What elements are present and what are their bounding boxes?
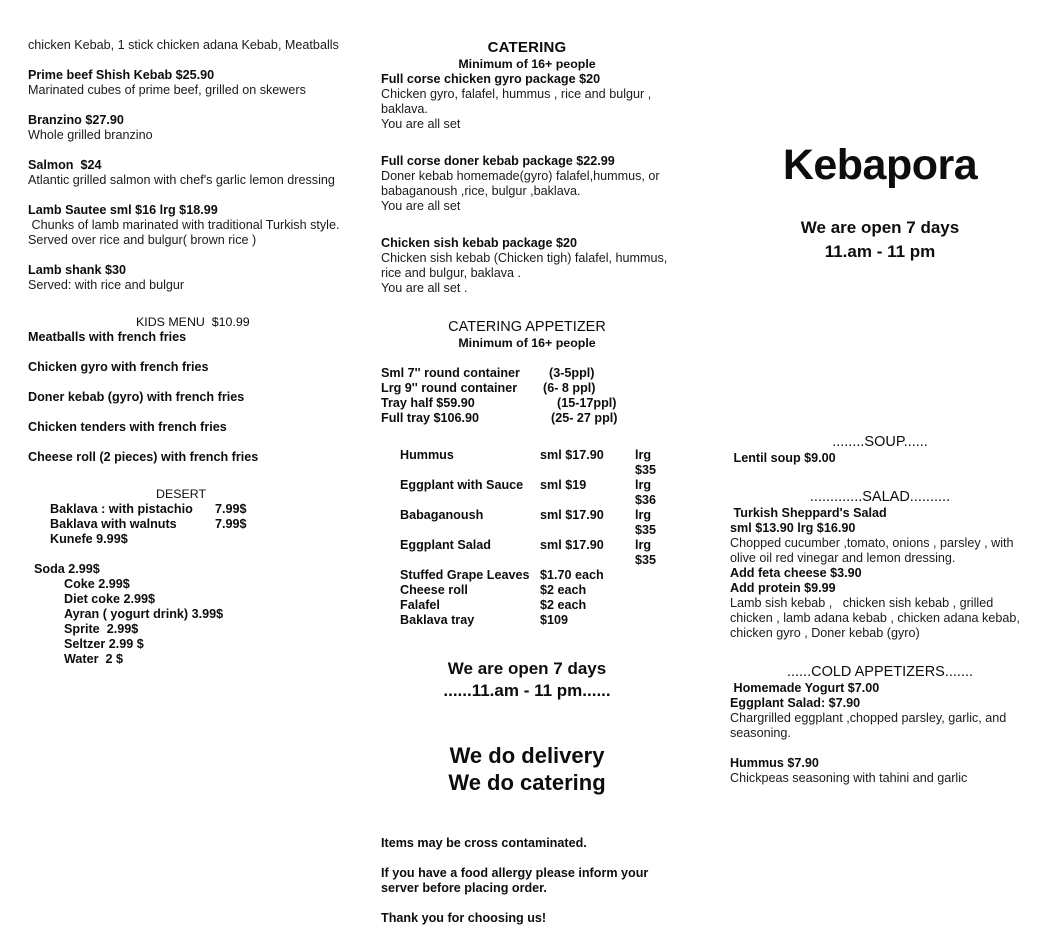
middle-column xyxy=(381,39,673,926)
appetizer-row xyxy=(400,538,673,568)
kids-menu-item: Chicken gyro with french fries xyxy=(28,360,209,374)
appetizer-row xyxy=(400,613,673,628)
entree-desc: Chunks of lamb marinated with traditional Turkish style. Served over rice and bulgur( brown rice ) xyxy=(28,218,343,247)
appetizer-sml: sml $19 xyxy=(540,478,587,492)
catering-callout: We do catering xyxy=(448,770,606,795)
desert-price: 7.99$ xyxy=(215,502,247,516)
appetizer-lrg: lrg $35 xyxy=(635,448,657,477)
drink-item: Sprite 2.99$ xyxy=(64,622,139,636)
package-note: You are all set xyxy=(381,199,461,213)
appetizer-sml: sml $17.90 xyxy=(540,448,604,462)
catering-minimum: Minimum of 16+ people xyxy=(458,57,596,71)
appetizer-sml: $2 each xyxy=(540,583,587,597)
brand-hours-line-2: 11.am - 11 pm xyxy=(824,242,936,261)
entree-name: Branzino $27.90 xyxy=(28,113,124,127)
hours-line-2: ......11.am - 11 pm...... xyxy=(443,681,611,700)
catering-appetizer-minimum: Minimum of 16+ people xyxy=(458,336,596,350)
brand-block xyxy=(730,140,1030,264)
catering-package xyxy=(381,154,673,214)
tray-ppl: (6- 8 ppl) xyxy=(543,381,596,395)
kids-menu-heading: KIDS MENU $10.99 xyxy=(136,315,250,329)
entree-name: Lamb Sautee sml $16 lrg $18.99 xyxy=(28,203,218,217)
continued-entree-line: chicken Kebab, 1 stick chicken adana Kebab, Meatballs xyxy=(28,38,339,52)
salad-name: Turkish Sheppard's Salad xyxy=(730,506,887,520)
hours-line-1: We are open 7 days xyxy=(447,659,607,678)
tray-row xyxy=(381,381,673,396)
tray-row xyxy=(381,411,673,426)
cold-appetizer-desc: Chargrilled eggplant ,chopped parsley, garlic, and seasoning. xyxy=(730,711,1010,740)
catering-heading: CATERING xyxy=(487,39,567,56)
entree-name: Salmon $24 xyxy=(28,158,102,172)
appetizer-name: Eggplant Salad xyxy=(400,538,491,552)
appetizer-name: Cheese roll xyxy=(400,583,468,597)
appetizer-name: Babaganoush xyxy=(400,508,484,522)
tray-row xyxy=(381,366,673,381)
desert-heading: DESERT xyxy=(156,487,207,501)
tray-label: Full tray $106.90 xyxy=(381,411,480,425)
appetizer-row xyxy=(400,583,673,598)
right-column xyxy=(730,433,1030,786)
appetizer-row xyxy=(400,568,673,583)
entree-item xyxy=(28,158,358,188)
cold-appetizer-item xyxy=(730,756,1030,786)
appetizer-sml: sml $17.90 xyxy=(540,508,604,522)
package-name: Chicken sish kebab package $20 xyxy=(381,236,578,250)
entree-item xyxy=(28,113,358,143)
salad-add-feta: Add feta cheese $3.90 xyxy=(730,566,862,580)
entree-desc: Whole grilled branzino xyxy=(28,128,153,142)
desert-name: Kunefe 9.99$ xyxy=(50,532,128,546)
delivery-callout: We do delivery xyxy=(449,743,605,768)
entree-name: Lamb shank $30 xyxy=(28,263,126,277)
drink-item: Seltzer 2.99 $ xyxy=(64,637,144,651)
package-name: Full corse doner kebab package $22.99 xyxy=(381,154,615,168)
desert-price xyxy=(215,532,358,547)
appetizer-name: Baklava tray xyxy=(400,613,475,627)
appetizer-lrg xyxy=(635,598,673,613)
appetizer-name: Eggplant with Sauce xyxy=(400,478,524,492)
drink-item: Ayran ( yogurt drink) 3.99$ xyxy=(64,607,224,621)
entree-desc: Atlantic grilled salmon with chef's garlic lemon dressing xyxy=(28,173,335,187)
cold-appetizer-name: Hummus $7.90 xyxy=(730,756,819,770)
cold-appetizers-heading: ......COLD APPETIZERS....... xyxy=(786,664,974,680)
appetizer-sml: sml $17.90 xyxy=(540,538,604,552)
salad-protein-options: Lamb sish kebab , chicken sish kebab , grilled chicken , lamb adana kebab , chicken adana kebab, chicken gyro , Doner kebab (gyro) xyxy=(730,596,1024,640)
appetizer-lrg: lrg $35 xyxy=(635,538,657,567)
cold-appetizer-item xyxy=(730,681,1030,696)
tray-ppl: (15-17ppl) xyxy=(557,396,617,410)
desert-row xyxy=(28,502,358,517)
package-desc: Doner kebab homemade(gyro) falafel,hummus, or babaganoush ,rice, bulgur ,baklava. xyxy=(381,169,664,198)
entree-name: Prime beef Shish Kebab $25.90 xyxy=(28,68,215,82)
kids-menu-item: Cheese roll (2 pieces) with french fries xyxy=(28,450,259,464)
tray-ppl: (3-5ppl) xyxy=(549,366,595,380)
tray-label: Lrg 9'' round container xyxy=(381,381,518,395)
entree-item xyxy=(28,203,358,248)
entree-item xyxy=(28,68,358,98)
desert-name: Baklava with walnuts xyxy=(50,517,177,531)
soup-item: Lentil soup $9.00 xyxy=(730,451,836,465)
desert-row xyxy=(28,532,358,547)
appetizer-row xyxy=(400,508,673,538)
tray-row xyxy=(381,396,673,411)
package-note: You are all set . xyxy=(381,281,468,295)
cold-appetizer-desc: Chickpeas seasoning with tahini and garlic xyxy=(730,771,968,785)
drink-item: Water 2 $ xyxy=(64,652,124,666)
appetizer-row xyxy=(400,448,673,478)
cold-appetizer-name: Homemade Yogurt $7.00 xyxy=(730,681,880,695)
entree-desc: Marinated cubes of prime beef, grilled on skewers xyxy=(28,83,306,97)
tray-label: Tray half $59.90 xyxy=(381,396,475,410)
appetizer-row xyxy=(400,598,673,613)
appetizer-price-table xyxy=(381,448,673,628)
notice-cross-contamination: Items may be cross contaminated. xyxy=(381,836,587,850)
brand-hours-line-1: We are open 7 days xyxy=(800,218,960,237)
kids-menu-item: Doner kebab (gyro) with french fries xyxy=(28,390,245,404)
notice-allergy: If you have a food allergy please inform your server before placing order. xyxy=(381,866,652,895)
appetizer-sml: $2 each xyxy=(540,598,587,612)
catering-package xyxy=(381,72,673,132)
appetizer-lrg xyxy=(635,583,673,598)
package-desc: Chicken gyro, falafel, hummus , rice and bulgur , baklava. xyxy=(381,87,655,116)
desert-price: 7.99$ xyxy=(215,517,247,531)
appetizer-name: Falafel xyxy=(400,598,440,612)
appetizer-name: Hummus xyxy=(400,448,454,462)
entree-item xyxy=(28,263,358,293)
left-column xyxy=(28,38,358,667)
appetizer-lrg: lrg $36 xyxy=(635,478,657,507)
kids-menu-item: Chicken tenders with french fries xyxy=(28,420,227,434)
tray-label: Sml 7'' round container xyxy=(381,366,520,380)
cold-appetizer-item xyxy=(730,696,1030,741)
appetizer-lrg: lrg $35 xyxy=(635,508,657,537)
appetizer-lrg xyxy=(635,613,673,628)
salad-heading: .............SALAD.......... xyxy=(809,489,951,505)
salad-price: sml $13.90 lrg $16.90 xyxy=(730,521,856,535)
package-desc: Chicken sish kebab (Chicken tigh) falafel, hummus, rice and bulgur, baklava . xyxy=(381,251,671,280)
cold-appetizer-name: Eggplant Salad: $7.90 xyxy=(730,696,861,710)
soup-heading: ........SOUP...... xyxy=(832,434,928,450)
package-note: You are all set xyxy=(381,117,461,131)
appetizer-lrg xyxy=(635,568,673,583)
appetizer-row xyxy=(400,478,673,508)
drink-item: Diet coke 2.99$ xyxy=(64,592,156,606)
catering-appetizer-heading: CATERING APPETIZER xyxy=(448,319,606,335)
drinks-heading: Soda 2.99$ xyxy=(34,562,100,576)
appetizer-name: Stuffed Grape Leaves xyxy=(400,568,530,582)
notice-thank-you: Thank you for choosing us! xyxy=(381,911,547,925)
restaurant-name: Kebapora xyxy=(782,141,978,189)
appetizer-sml: $1.70 each xyxy=(540,568,604,582)
desert-row xyxy=(28,517,358,532)
salad-add-protein: Add protein $9.99 xyxy=(730,581,836,595)
tray-ppl: (25- 27 ppl) xyxy=(551,411,618,425)
tray-size-table xyxy=(381,366,673,426)
catering-package xyxy=(381,236,673,296)
kids-menu-item: Meatballs with french fries xyxy=(28,330,187,344)
brand-hours xyxy=(730,216,1030,264)
salad-desc: Chopped cucumber ,tomato, onions , parsley , with olive oil red vinegar and lemon dressing. xyxy=(730,536,1018,565)
appetizer-sml: $109 xyxy=(540,613,569,627)
package-name: Full corse chicken gyro package $20 xyxy=(381,72,601,86)
drink-item: Coke 2.99$ xyxy=(64,577,130,591)
desert-name: Baklava : with pistachio xyxy=(50,502,193,516)
entree-desc: Served: with rice and bulgur xyxy=(28,278,185,292)
